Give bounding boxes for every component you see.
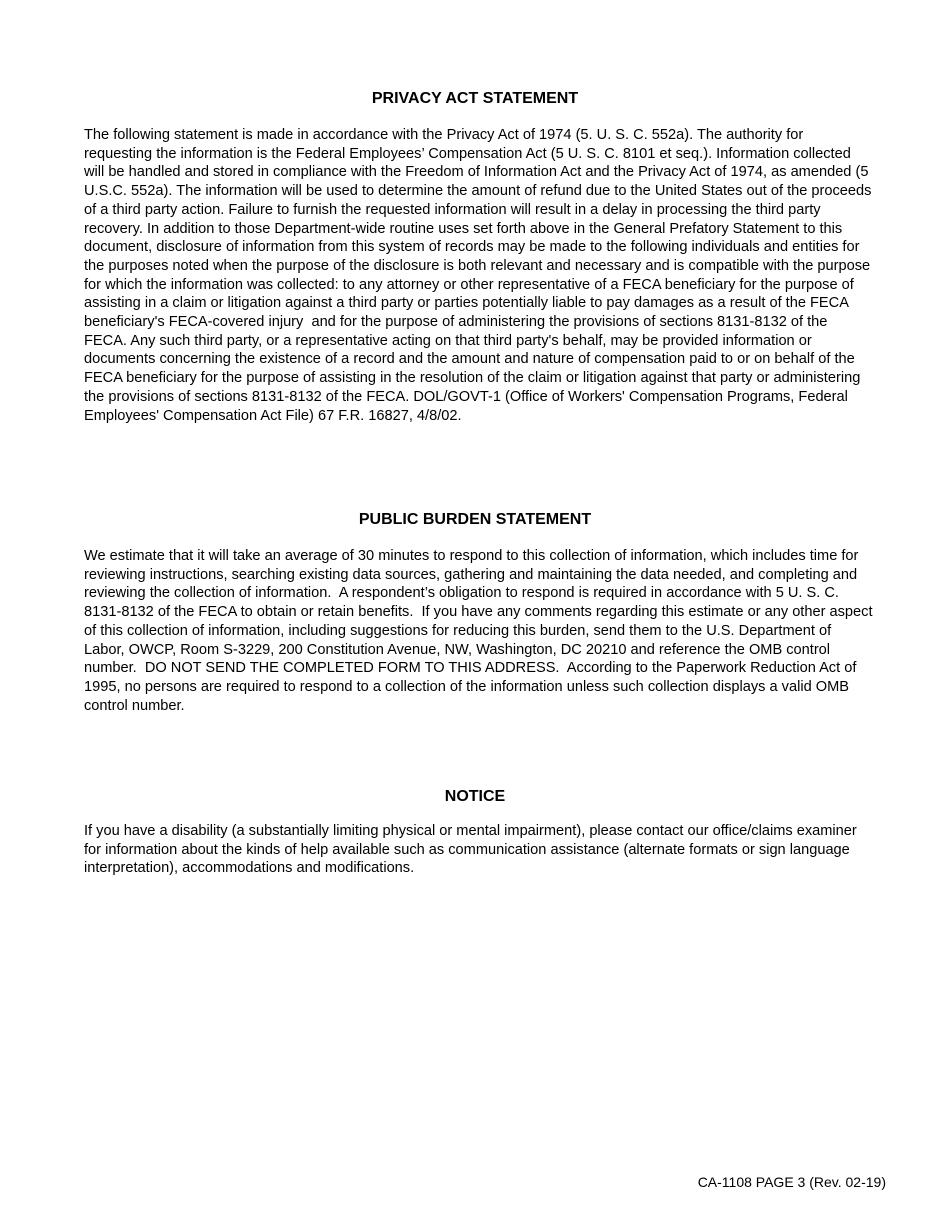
public-burden-paragraph: We estimate that it will take an average of 30 minutes to respond to this collection of information, which includes time for reviewing instructions, searching existing data sources, gathering and maintaining the data needed, and completing and reviewing the collection of information. A respondent’s obligation to respond is required in accordance with 5 U. S. C. 8131-8132 of the FECA to obtain or retain benefits. If you have any comments regarding this estimate or any other aspect of this collection of information, including suggestions for reducing this burden, send them to the U.S. Department of Labor, OWCP, Room S-3229, 200 Constitution Avenue, NW, Washington, DC 20210 and reference the OMB control number. DO NOT SEND THE COMPLETED FORM TO THIS ADDRESS. According to the Paperwork Reduction Act of 1995, no persons are required to respond to a collection of the information unless such collection displays a valid OMB control number.	[84, 548, 877, 714]
notice-heading: NOTICE	[444, 788, 506, 805]
form-footer-id: CA-1108 PAGE 3 (Rev. 02-19)	[697, 1174, 886, 1190]
notice-paragraph: If you have a disability (a substantially limiting physical or mental impairment), please contact our office/claims examiner for information about the kinds of help available such as communication assistance (alternate formats or sign language interpretation), accommodations and modifications.	[84, 823, 861, 877]
public-burden-heading: PUBLIC BURDEN STATEMENT	[358, 511, 592, 528]
privacy-act-heading: PRIVACY ACT STATEMENT	[371, 90, 579, 107]
privacy-act-paragraph: The following statement is made in accordance with the Privacy Act of 1974 (5. U. S. C. 552a). The authority for requesting the information is the Federal Employees’ Compensation Act (5 U. S. C. 8101 et seq.). Information collected will be handled and stored in compliance with the Freedom of Information Act and the Privacy Act of 1974, as amended (5 U.S.C. 552a). The information will be used to determine the amount of refund due to the United States out of the proceeds of a third party action. Failure to furnish the requested information will result in a delay in processing the third party recovery. In addition to those Department-wide routine uses set forth above in the General Prefatory Statement to this document, disclosure of information from this system of records may be made to the following individuals and entities for the purposes noted when the purpose of the disclosure is both relevant and necessary and is compatible with the purpose for which the information was collected: to any attorney or other representative of a FECA beneficiary for the purpose of assisting in a claim or litigation against a third party or parties potentially liable to pay damages as a result of the FECA beneficiary's FECA-covered injury and for the purpose of administering the provisions of sections 8131-8132 of the FECA. Any such third party, or a representative acting on that third party's behalf, may be provided information or documents concerning the existence of a record and the amount and nature of compensation paid to or on behalf of the FECA beneficiary for the purpose of assisting in the resolution of the claim or litigation against that party or administering the provisions of sections 8131-8132 of the FECA. DOL/GOVT-1 (Office of Workers' Compensation Programs, Federal Employees' Compensation Act File) 67 F.R. 16827, 4/8/02.	[84, 127, 876, 424]
